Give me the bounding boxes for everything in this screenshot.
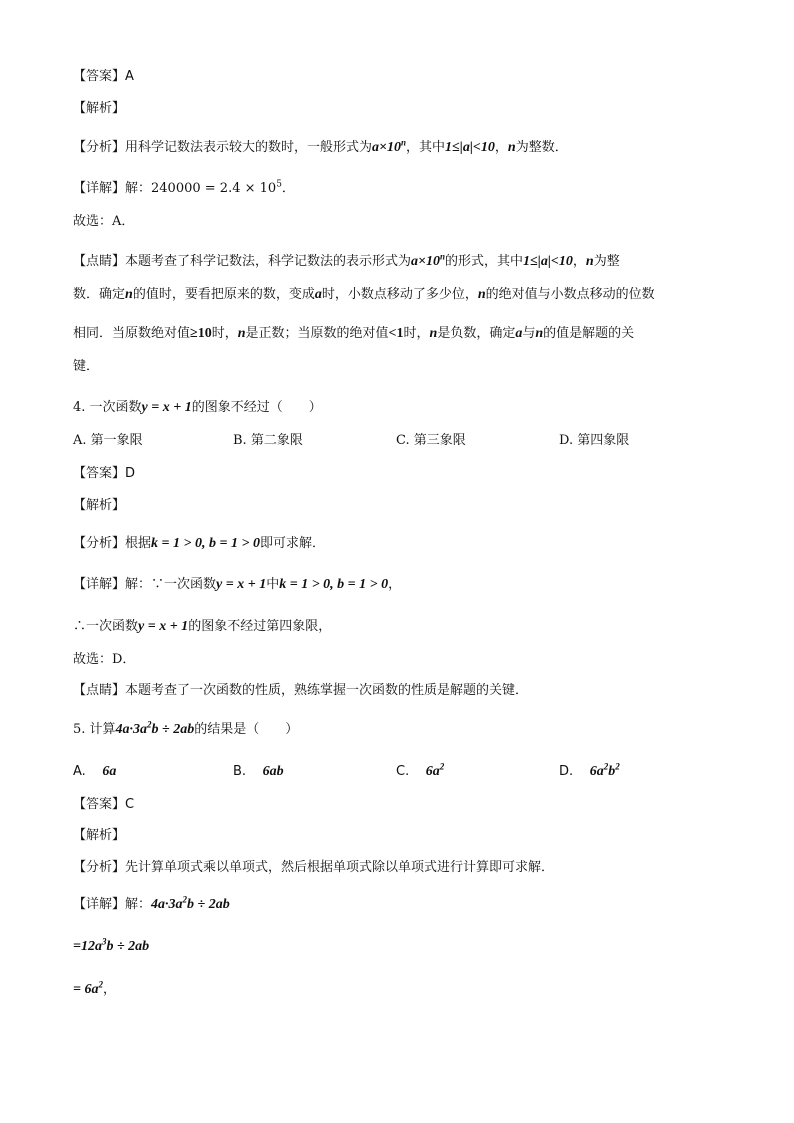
q4-option-d: D. 第四象限 <box>559 433 630 448</box>
q3-dianjing-line2: 数．确定n的值时，要看把原来的数，变成a时，小数点移动了多少位，n的绝对值与小数点移动的位数 <box>73 287 655 302</box>
q5-analysis-label: 【解析】 <box>73 828 126 843</box>
fenxi-label: 【分析】 <box>73 140 126 155</box>
formula: $4a\cdot 3a^2b \div 2ab$ <box>115 719 195 737</box>
q5-fenxi-line: 【分析】先计算单项式乘以单项式，然后根据单项式除以单项式进行计算即可求解． <box>73 860 555 875</box>
q4-option-b: B. 第二象限 <box>233 433 303 448</box>
q5-option-d: D. $6a^2b^2$ <box>559 761 620 779</box>
q3-fenxi-line: 【分析】用科学记数法表示较大的数时，一般形式为$a\times 10^n$，其中1≤|a|<10，n为整数． <box>73 137 568 155</box>
dianjing-label: 【点睛】 <box>73 254 126 269</box>
q4-analysis-label: 【解析】 <box>73 498 126 513</box>
q4-stem: 4. 一次函数y = x + 1的图象不经过（ ） <box>73 400 322 415</box>
formula: $a\times 10^n$ <box>372 137 407 155</box>
xiangjie-label: 【详解】 <box>73 181 126 196</box>
q5-answer-line: 【答案】C <box>73 797 135 812</box>
formula-cond: 1≤|a|<10 <box>445 140 495 155</box>
q3-dianjing-line1: 【点睛】本题考查了科学记数法，科学记数法的表示形式为$a\times 10^n$的形式，其中1≤|a|<10，n为整 <box>73 251 620 269</box>
q3-dianjing-line3: 相同．当原数绝对值≥10时，n是正数；当原数的绝对值<1时，n是负数，确定a与n的值是解题的关 <box>73 326 635 341</box>
q5-step2: = $6a^2$， <box>73 979 116 997</box>
q3-answer-line <box>73 67 134 87</box>
q3-choose: 故选：A． <box>73 214 135 229</box>
q5-option-a: A. 6a <box>73 764 117 779</box>
q5-step1: $=12a^3b \div 2ab$ <box>73 936 150 954</box>
q3-xiangjie-line: 【详解】解：$240000 = 2.4 \times 10^5$． <box>73 179 295 196</box>
q5-stem: 5. 计算$4a\cdot 3a^2b \div 2ab$的结果是（ ） <box>73 719 299 737</box>
q4-option-a: A. 第一象限 <box>73 433 143 448</box>
q4-fenxi-line: 【分析】根据k = 1 > 0, b = 1 > 0即可求解． <box>73 536 325 551</box>
q4-option-c: C. 第三象限 <box>396 433 466 448</box>
q4-choose: 故选：D． <box>73 652 136 667</box>
q3-analysis-label: 【解析】 <box>73 101 126 116</box>
q3-dianjing-line4: 键． <box>73 359 100 374</box>
q4-therefore-line: ∴一次函数y = x + 1的图象不经过第四象限， <box>73 619 332 634</box>
q5-xiangjie-line: 【详解】解：$4a\cdot 3a^2b \div 2ab$ <box>73 894 230 912</box>
q5-option-c: C. $6a^2$ <box>396 761 445 779</box>
q4-answer-line: 【答案】D <box>73 466 136 481</box>
q4-xiangjie-line: 【详解】解：∵一次函数y = x + 1中k = 1 > 0, b = 1 > 0， <box>73 577 402 592</box>
formula: y = x + 1 <box>141 400 192 415</box>
q4-dianjing-line: 【点睛】本题考查了一次函数的性质，熟练掌握一次函数的性质是解题的关键． <box>73 683 529 698</box>
q5-option-b: B. 6ab <box>233 764 284 779</box>
answer-label: 【答案】 <box>73 69 126 84</box>
answer-value: A <box>125 69 134 84</box>
